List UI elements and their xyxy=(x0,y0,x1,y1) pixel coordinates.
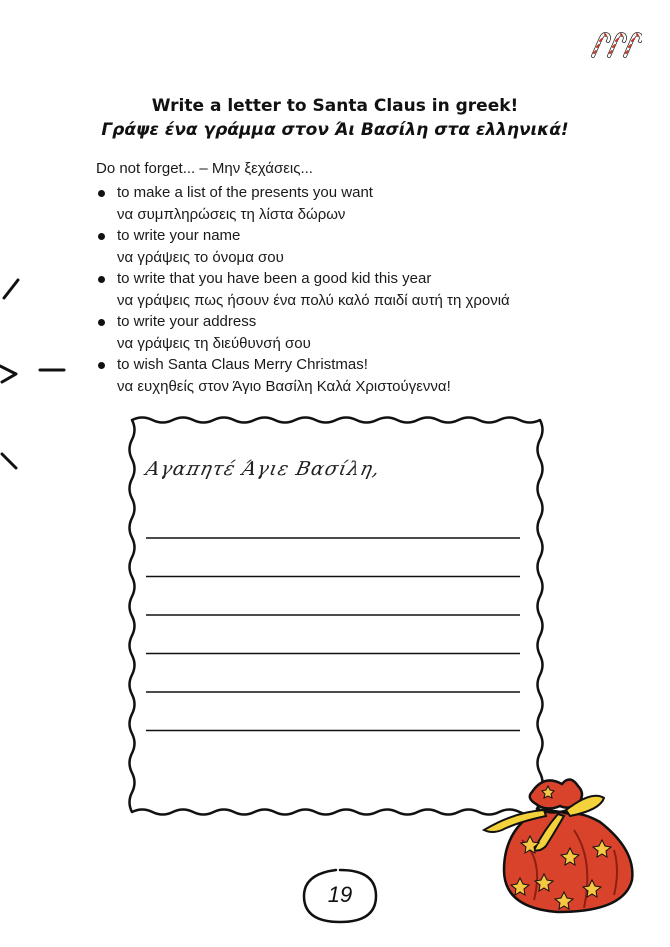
page-number: 19 xyxy=(327,882,353,907)
list-item-english: to write your address xyxy=(117,313,257,330)
list-item-english: to write that you have been a good kid this year xyxy=(117,270,432,287)
list-item-greek: να ευχηθείς στον Άγιο Βασίλη Καλά Χριστούγεννα! xyxy=(117,377,451,395)
list-item-english: to wish Santa Claus Merry Christmas! xyxy=(117,356,368,373)
letter-salutation: Αγαπητέ Άγιε Βασίλη, xyxy=(143,458,383,480)
title-greek: Γράψε ένα γράμμα στον Άι Βασίλη στα ελληνικά! xyxy=(101,120,569,140)
list-item-greek: να γράψεις τη διεύθυνσή σου xyxy=(117,334,311,352)
intro-text: Do not forget... – Μην ξεχάσεις... xyxy=(96,160,313,177)
list-item-english: to write your name xyxy=(117,227,241,244)
list-item-english: to make a list of the presents you want xyxy=(117,184,373,201)
list-item-greek: να γράψεις το όνομα σου xyxy=(117,248,284,266)
list-item-greek: να συμπληρώσεις τη λίστα δώρων xyxy=(117,205,346,223)
gift-sack-icon xyxy=(474,770,644,920)
list-item-greek: να γράψεις πως ήσουν ένα πολύ καλό παιδί αυτή τη χρονιά xyxy=(117,291,510,309)
title-english: Write a letter to Santa Claus in greek! xyxy=(151,96,519,116)
